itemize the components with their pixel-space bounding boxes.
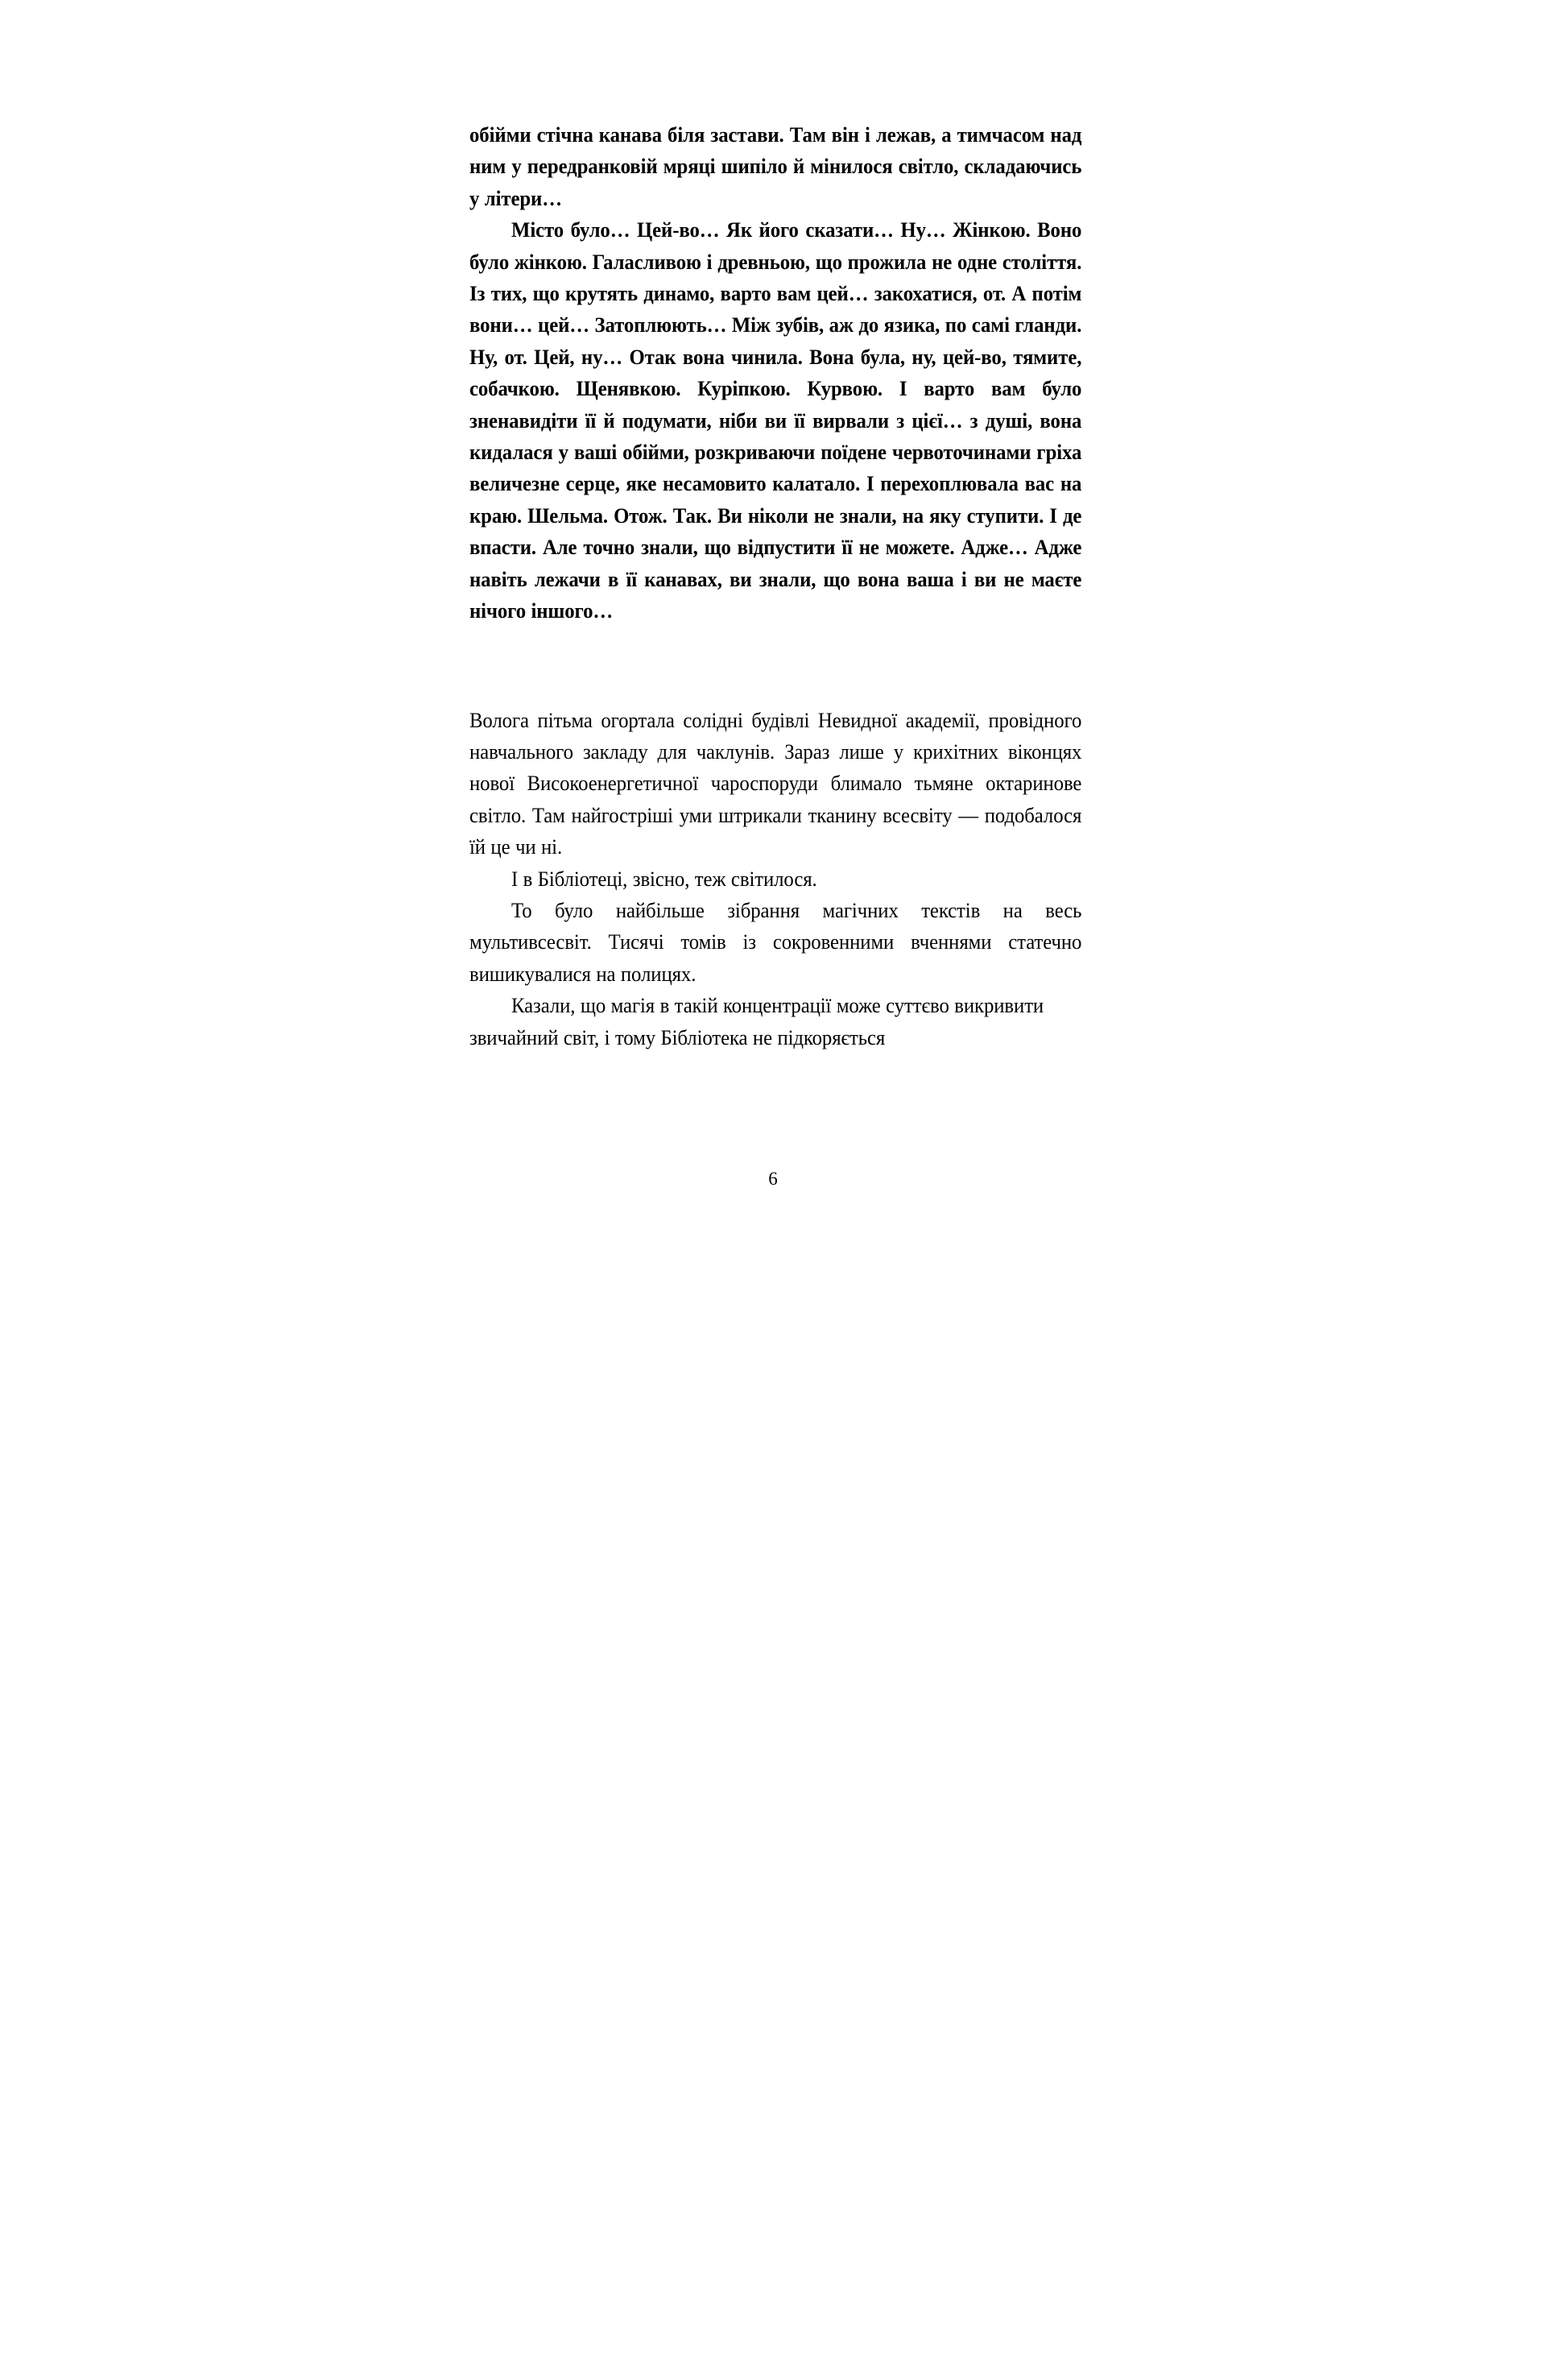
paragraph: Волога пітьма огортала солідні будівлі Невидної академії, провідного навчального закладу для чаклунів. Зараз лише у крихітних віконцях нової Високоенергетичної чароспоруди блимало тьмяне октаринове світло. Там найгостріші уми штрикали тканину всесвіту — подобалося їй це чи ні. [469, 707, 1082, 859]
text-column [469, 119, 1081, 1053]
section-break [469, 627, 1081, 705]
book-page [358, 0, 1188, 1277]
paragraph: І в Бібліотеці, звісно, теж світилося. [511, 866, 817, 891]
text-block-one [469, 119, 1081, 627]
page-number: 6 [768, 1169, 778, 1189]
paragraph: обійми стічна канава біля застави. Там він і лежав, а тимчасом над ним у передранковій мряці шипіло й мінилося світло, складаючись у літери… [469, 122, 1082, 210]
paragraph: То було найбільше зібрання магічних текстів на весь мультивсесвіт. Тисячі томів із сокровенними вченнями статечно вишикувалися на полицях. [469, 897, 1082, 986]
text-block-two [469, 705, 1081, 1053]
paragraph: Місто було… Цей-во… Як його сказати… Ну… Жінкою. Воно було жінкою. Галасливою і древньою, що прожила не одне століття. Із тих, що крутять динамо, варто вам цей… закохатися, от. А потім вони… цей… Затоплюють… Між зубів, аж до язика, по самі гланди. Ну, от. Цей, ну… Отак вона чинила. Вона була, ну, цей-во, тямите, собачкою. Щенявкою. Куріпкою. Курвою. І варто вам було зненавидіти її й подумати, ніби ви її вирвали з цієї… з душі, вона кидалася у ваші обійми, розкриваючи поїдене червоточинами гріха величезне серце, яке несамовито калатало. І перехоплювала вас на краю. Шельма. Отож. Так. Ви ніколи не знали, на яку ступити. І де впасти. Але точно знали, що відпустити її не можете. Адже… Адже навіть лежачи в її канавах, ви знали, що вона ваша і ви не маєте нічого іншого… [469, 217, 1082, 623]
paragraph: Казали, що магія в такій концентрації може суттєво викривити звичайний світ, і тому Бібліотека не підкоряється [469, 993, 1044, 1049]
